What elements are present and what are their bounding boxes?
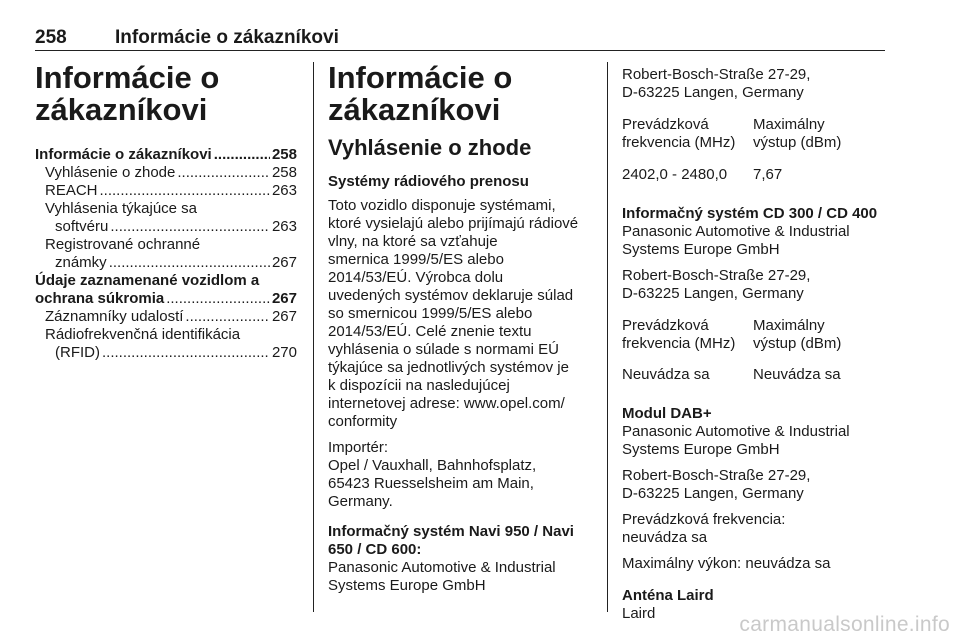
toc-entry[interactable]: Údaje zaznamenané vozidlom a ochrana súkromia ..... 267 xyxy=(35,272,297,308)
section-title: Informácie o zákazníkovi xyxy=(328,60,513,127)
column-divider-2 xyxy=(607,62,608,612)
importer-label: Importér: xyxy=(328,439,389,456)
cd-company: Panasonic Automotive & Industrial Systems Europe GmbH xyxy=(622,223,850,258)
toc-entry[interactable]: Rádiofrekvenčná identifikácia (RFID) ..... 270 xyxy=(35,326,297,362)
address-1: Robert-Bosch-Straße 27-29, D-63225 Langen, Germany xyxy=(622,66,811,101)
column-declaration xyxy=(328,62,596,595)
dab-heading: Modul DAB+ xyxy=(622,405,712,422)
dab-company: Panasonic Automotive & Industrial Systems Europe GmbH xyxy=(622,423,850,458)
navi-company: Panasonic Automotive & Industrial Systems Europe GmbH xyxy=(328,559,556,594)
chapter-title: Informácie o zákazníkovi xyxy=(35,60,220,127)
spec-table-row: Neuvádza sa Neuvádza sa xyxy=(622,366,841,383)
address-3: Robert-Bosch-Straße 27-29, D-63225 Langen, Germany xyxy=(622,467,811,502)
declaration-paragraph: Toto vozidlo disponuje systémami, ktoré vysielajú alebo prijímajú rádiové vlny, na ktoré sa vzťahuje smernica 1999/5/ES alebo 2014/53/EÚ. Výrobca dolu uvedených systémov deklaruje súlad so smernicou 1999/5/ES alebo 2014/53/EÚ. Celé znenie textu vyhlásenia o súlade s normami EÚ týkajúce sa jednotlivých systémov je k dispozícii na nasledujúcej internetovej adrese: www.opel.com/ conformity xyxy=(328,197,579,430)
spec-table-header: Prevádzková frekvencia (MHz) Maximálny výstup (dBm) xyxy=(622,317,842,352)
toc-entry[interactable]: Vyhlásenie o zhode ..... 258 xyxy=(35,164,297,182)
toc-entry[interactable]: Informácie o zákazníkovi ..... 258 xyxy=(35,146,297,164)
max-power: Maximálny výkon: neuvádza sa xyxy=(622,555,831,572)
spec-table-header: Prevádzková frekvencia (MHz) Maximálny výstup (dBm) xyxy=(622,116,842,151)
laird-heading: Anténa Laird xyxy=(622,587,714,604)
header-rule xyxy=(35,50,885,51)
page-number: 258 xyxy=(35,27,67,48)
toc-entry[interactable]: REACH ..... 263 xyxy=(35,182,297,200)
address-2: Robert-Bosch-Straße 27-29, D-63225 Langen, Germany xyxy=(622,267,811,302)
toc-entry[interactable]: Vyhlásenia týkajúce sa softvéru ..... 263 xyxy=(35,200,297,236)
section-subtitle: Vyhlásenie o zhode xyxy=(328,135,532,160)
operating-frequency: Prevádzková frekvencia: neuvádza sa xyxy=(622,511,786,546)
column-systems xyxy=(622,62,890,623)
importer-address: Opel / Vauxhall, Bahnhofsplatz, 65423 Ruesselsheim am Main, Germany. xyxy=(328,457,537,510)
table-of-contents xyxy=(35,146,297,362)
laird-text: Laird xyxy=(622,605,656,622)
cd-heading: Informačný systém CD 300 / CD 400 xyxy=(622,205,878,222)
toc-entry[interactable]: Záznamníky udalostí ..... 267 xyxy=(35,308,297,326)
column-toc xyxy=(35,62,297,362)
subsection-heading: Systémy rádiového prenosu xyxy=(328,173,529,190)
running-title: Informácie o zákazníkovi xyxy=(115,27,339,48)
navi-heading: Informačný systém Navi 950 / Navi 650 / CD 600: xyxy=(328,523,574,558)
column-divider-1 xyxy=(313,62,314,612)
toc-entry[interactable]: Registrované ochranné známky ..... 267 xyxy=(35,236,297,272)
watermark: carmanualsonline.info xyxy=(739,613,950,636)
spec-table-row: 2402,0 - 2480,0 7,67 xyxy=(622,166,783,183)
